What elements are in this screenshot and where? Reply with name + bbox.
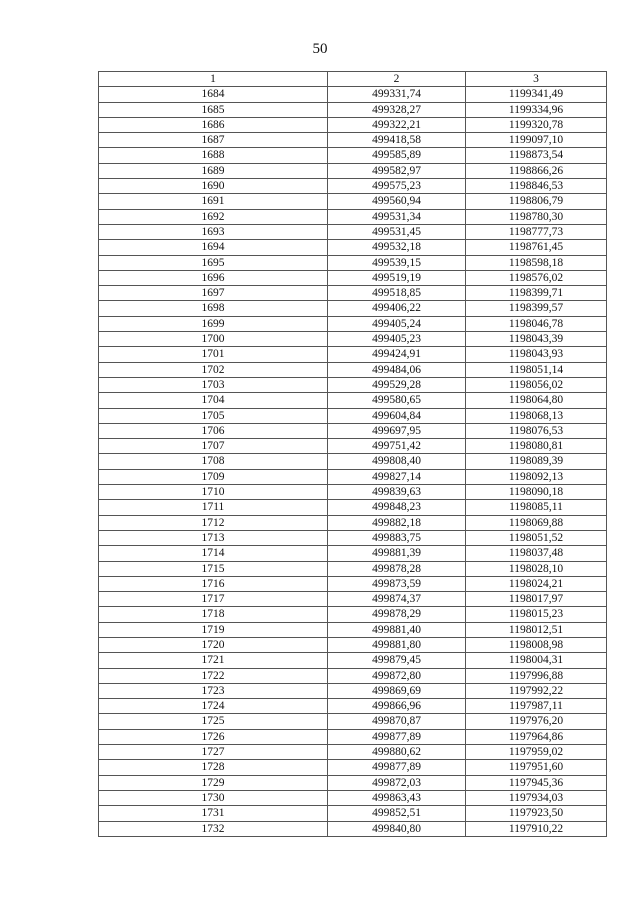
point-number-cell: 1731	[99, 806, 328, 821]
table-row	[99, 821, 607, 836]
x-coordinate-cell: 499560,94	[328, 194, 466, 209]
point-number-cell: 1714	[99, 546, 328, 561]
table-row	[99, 102, 607, 117]
table-row	[99, 454, 607, 469]
point-number-cell: 1697	[99, 286, 328, 301]
table-row	[99, 393, 607, 408]
y-coordinate-cell: 1198064,80	[466, 393, 607, 408]
x-coordinate-cell: 499827,14	[328, 469, 466, 484]
x-coordinate-cell: 499883,75	[328, 530, 466, 545]
point-number-cell: 1687	[99, 133, 328, 148]
y-coordinate-cell: 1198085,11	[466, 500, 607, 515]
page-number: 50	[312, 41, 328, 57]
point-number-cell: 1718	[99, 607, 328, 622]
table-row	[99, 423, 607, 438]
point-number-cell: 1725	[99, 714, 328, 729]
point-number-cell: 1722	[99, 668, 328, 683]
table-row	[99, 163, 607, 178]
table-row	[99, 408, 607, 423]
y-coordinate-cell: 1198028,10	[466, 561, 607, 576]
x-coordinate-cell: 499877,89	[328, 729, 466, 744]
table-row	[99, 240, 607, 255]
y-coordinate-cell: 1198806,79	[466, 194, 607, 209]
point-number-cell: 1728	[99, 760, 328, 775]
table-row	[99, 255, 607, 270]
point-number-cell: 1691	[99, 194, 328, 209]
x-coordinate-cell: 499697,95	[328, 423, 466, 438]
point-number-cell: 1711	[99, 500, 328, 515]
x-coordinate-cell: 499531,34	[328, 209, 466, 224]
y-coordinate-cell: 1199341,49	[466, 87, 607, 102]
table-row	[99, 362, 607, 377]
table-row	[99, 347, 607, 362]
x-coordinate-cell: 499331,74	[328, 87, 466, 102]
x-coordinate-cell: 499852,51	[328, 806, 466, 821]
y-coordinate-cell: 1198092,13	[466, 469, 607, 484]
point-number-cell: 1700	[99, 332, 328, 347]
x-coordinate-cell: 499322,21	[328, 117, 466, 132]
point-number-cell: 1707	[99, 439, 328, 454]
x-coordinate-cell: 499872,03	[328, 775, 466, 790]
x-coordinate-cell: 499878,28	[328, 561, 466, 576]
point-number-cell: 1710	[99, 485, 328, 500]
y-coordinate-cell: 1198076,53	[466, 423, 607, 438]
y-coordinate-cell: 1198068,13	[466, 408, 607, 423]
y-coordinate-cell: 1198069,88	[466, 515, 607, 530]
x-coordinate-cell: 499848,23	[328, 500, 466, 515]
x-coordinate-cell: 499881,39	[328, 546, 466, 561]
point-number-cell: 1732	[99, 821, 328, 836]
point-number-cell: 1727	[99, 745, 328, 760]
table-row	[99, 760, 607, 775]
y-coordinate-cell: 1199334,96	[466, 102, 607, 117]
x-coordinate-cell: 499863,43	[328, 790, 466, 805]
x-coordinate-cell: 499580,65	[328, 393, 466, 408]
coordinates-table	[98, 71, 607, 837]
x-coordinate-cell: 499872,80	[328, 668, 466, 683]
column-header: 1	[99, 72, 328, 87]
y-coordinate-cell: 1198037,48	[466, 546, 607, 561]
y-coordinate-cell: 1198777,73	[466, 224, 607, 239]
point-number-cell: 1709	[99, 469, 328, 484]
point-number-cell: 1729	[99, 775, 328, 790]
x-coordinate-cell: 499406,22	[328, 301, 466, 316]
x-coordinate-cell: 499531,45	[328, 224, 466, 239]
y-coordinate-cell: 1197923,50	[466, 806, 607, 821]
table-row	[99, 683, 607, 698]
table-row	[99, 607, 607, 622]
table-row	[99, 668, 607, 683]
table-row	[99, 224, 607, 239]
x-coordinate-cell: 499874,37	[328, 592, 466, 607]
y-coordinate-cell: 1198761,45	[466, 240, 607, 255]
x-coordinate-cell: 499877,89	[328, 760, 466, 775]
y-coordinate-cell: 1197996,88	[466, 668, 607, 683]
x-coordinate-cell: 499882,18	[328, 515, 466, 530]
table-row	[99, 439, 607, 454]
x-coordinate-cell: 499751,42	[328, 439, 466, 454]
y-coordinate-cell: 1198873,54	[466, 148, 607, 163]
point-number-cell: 1699	[99, 316, 328, 331]
point-number-cell: 1684	[99, 87, 328, 102]
table-row	[99, 775, 607, 790]
table-row	[99, 485, 607, 500]
point-number-cell: 1715	[99, 561, 328, 576]
x-coordinate-cell: 499881,40	[328, 622, 466, 637]
y-coordinate-cell: 1197976,20	[466, 714, 607, 729]
table-row	[99, 148, 607, 163]
y-coordinate-cell: 1198024,21	[466, 576, 607, 591]
y-coordinate-cell: 1198399,57	[466, 301, 607, 316]
point-number-cell: 1721	[99, 653, 328, 668]
y-coordinate-cell: 1197951,60	[466, 760, 607, 775]
y-coordinate-cell: 1198046,78	[466, 316, 607, 331]
point-number-cell: 1701	[99, 347, 328, 362]
point-number-cell: 1708	[99, 454, 328, 469]
y-coordinate-cell: 1198056,02	[466, 377, 607, 392]
table-row	[99, 209, 607, 224]
table-row	[99, 133, 607, 148]
y-coordinate-cell: 1198080,81	[466, 439, 607, 454]
y-coordinate-cell: 1199097,10	[466, 133, 607, 148]
y-coordinate-cell: 1198089,39	[466, 454, 607, 469]
table-row	[99, 653, 607, 668]
point-number-cell: 1712	[99, 515, 328, 530]
table-row	[99, 790, 607, 805]
x-coordinate-cell: 499532,18	[328, 240, 466, 255]
y-coordinate-cell: 1197992,22	[466, 683, 607, 698]
x-coordinate-cell: 499879,45	[328, 653, 466, 668]
x-coordinate-cell: 499873,59	[328, 576, 466, 591]
x-coordinate-cell: 499839,63	[328, 485, 466, 500]
table-row	[99, 469, 607, 484]
point-number-cell: 1703	[99, 377, 328, 392]
y-coordinate-cell: 1198004,31	[466, 653, 607, 668]
column-header: 2	[328, 72, 466, 87]
y-coordinate-cell: 1198780,30	[466, 209, 607, 224]
table-row	[99, 515, 607, 530]
y-coordinate-cell: 1198012,51	[466, 622, 607, 637]
y-coordinate-cell: 1198090,18	[466, 485, 607, 500]
y-coordinate-cell: 1198051,52	[466, 530, 607, 545]
table-row	[99, 530, 607, 545]
table-body	[99, 87, 607, 837]
y-coordinate-cell: 1198598,18	[466, 255, 607, 270]
table-row	[99, 500, 607, 515]
y-coordinate-cell: 1198846,53	[466, 179, 607, 194]
table-row	[99, 194, 607, 209]
y-coordinate-cell: 1198051,14	[466, 362, 607, 377]
table-row	[99, 745, 607, 760]
table-row	[99, 714, 607, 729]
table-row	[99, 332, 607, 347]
point-number-cell: 1724	[99, 699, 328, 714]
point-number-cell: 1693	[99, 224, 328, 239]
point-number-cell: 1689	[99, 163, 328, 178]
x-coordinate-cell: 499880,62	[328, 745, 466, 760]
table-row	[99, 87, 607, 102]
y-coordinate-cell: 1198015,23	[466, 607, 607, 622]
x-coordinate-cell: 499519,19	[328, 270, 466, 285]
x-coordinate-cell: 499808,40	[328, 454, 466, 469]
x-coordinate-cell: 499484,06	[328, 362, 466, 377]
table-row	[99, 117, 607, 132]
point-number-cell: 1704	[99, 393, 328, 408]
y-coordinate-cell: 1197945,36	[466, 775, 607, 790]
table-row	[99, 592, 607, 607]
point-number-cell: 1719	[99, 622, 328, 637]
point-number-cell: 1706	[99, 423, 328, 438]
x-coordinate-cell: 499518,85	[328, 286, 466, 301]
point-number-cell: 1686	[99, 117, 328, 132]
x-coordinate-cell: 499424,91	[328, 347, 466, 362]
point-number-cell: 1702	[99, 362, 328, 377]
x-coordinate-cell: 499881,80	[328, 637, 466, 652]
point-number-cell: 1692	[99, 209, 328, 224]
table-row	[99, 561, 607, 576]
x-coordinate-cell: 499878,29	[328, 607, 466, 622]
x-coordinate-cell: 499604,84	[328, 408, 466, 423]
point-number-cell: 1698	[99, 301, 328, 316]
y-coordinate-cell: 1198399,71	[466, 286, 607, 301]
table-header-row	[99, 72, 607, 87]
x-coordinate-cell: 499869,69	[328, 683, 466, 698]
y-coordinate-cell: 1198866,26	[466, 163, 607, 178]
y-coordinate-cell: 1197964,86	[466, 729, 607, 744]
point-number-cell: 1730	[99, 790, 328, 805]
table-row	[99, 806, 607, 821]
y-coordinate-cell: 1198043,93	[466, 347, 607, 362]
y-coordinate-cell: 1198043,39	[466, 332, 607, 347]
x-coordinate-cell: 499840,80	[328, 821, 466, 836]
table-row	[99, 316, 607, 331]
table-row	[99, 637, 607, 652]
point-number-cell: 1723	[99, 683, 328, 698]
x-coordinate-cell: 499585,89	[328, 148, 466, 163]
table-row	[99, 699, 607, 714]
y-coordinate-cell: 1198008,98	[466, 637, 607, 652]
x-coordinate-cell: 499418,58	[328, 133, 466, 148]
table-row	[99, 377, 607, 392]
x-coordinate-cell: 499539,15	[328, 255, 466, 270]
point-number-cell: 1716	[99, 576, 328, 591]
point-number-cell: 1695	[99, 255, 328, 270]
table-row	[99, 546, 607, 561]
y-coordinate-cell: 1197910,22	[466, 821, 607, 836]
point-number-cell: 1688	[99, 148, 328, 163]
table-row	[99, 301, 607, 316]
y-coordinate-cell: 1198576,02	[466, 270, 607, 285]
table-row	[99, 576, 607, 591]
point-number-cell: 1713	[99, 530, 328, 545]
y-coordinate-cell: 1197934,03	[466, 790, 607, 805]
point-number-cell: 1690	[99, 179, 328, 194]
x-coordinate-cell: 499529,28	[328, 377, 466, 392]
column-header: 3	[466, 72, 607, 87]
table-row	[99, 270, 607, 285]
x-coordinate-cell: 499870,87	[328, 714, 466, 729]
point-number-cell: 1685	[99, 102, 328, 117]
y-coordinate-cell: 1199320,78	[466, 117, 607, 132]
point-number-cell: 1717	[99, 592, 328, 607]
x-coordinate-cell: 499582,97	[328, 163, 466, 178]
point-number-cell: 1726	[99, 729, 328, 744]
x-coordinate-cell: 499405,23	[328, 332, 466, 347]
x-coordinate-cell: 499866,96	[328, 699, 466, 714]
point-number-cell: 1694	[99, 240, 328, 255]
table-row	[99, 622, 607, 637]
x-coordinate-cell: 499405,24	[328, 316, 466, 331]
point-number-cell: 1705	[99, 408, 328, 423]
y-coordinate-cell: 1198017,97	[466, 592, 607, 607]
point-number-cell: 1720	[99, 637, 328, 652]
table-row	[99, 286, 607, 301]
table-row	[99, 729, 607, 744]
y-coordinate-cell: 1197987,11	[466, 699, 607, 714]
x-coordinate-cell: 499328,27	[328, 102, 466, 117]
x-coordinate-cell: 499575,23	[328, 179, 466, 194]
y-coordinate-cell: 1197959,02	[466, 745, 607, 760]
point-number-cell: 1696	[99, 270, 328, 285]
table-row	[99, 179, 607, 194]
